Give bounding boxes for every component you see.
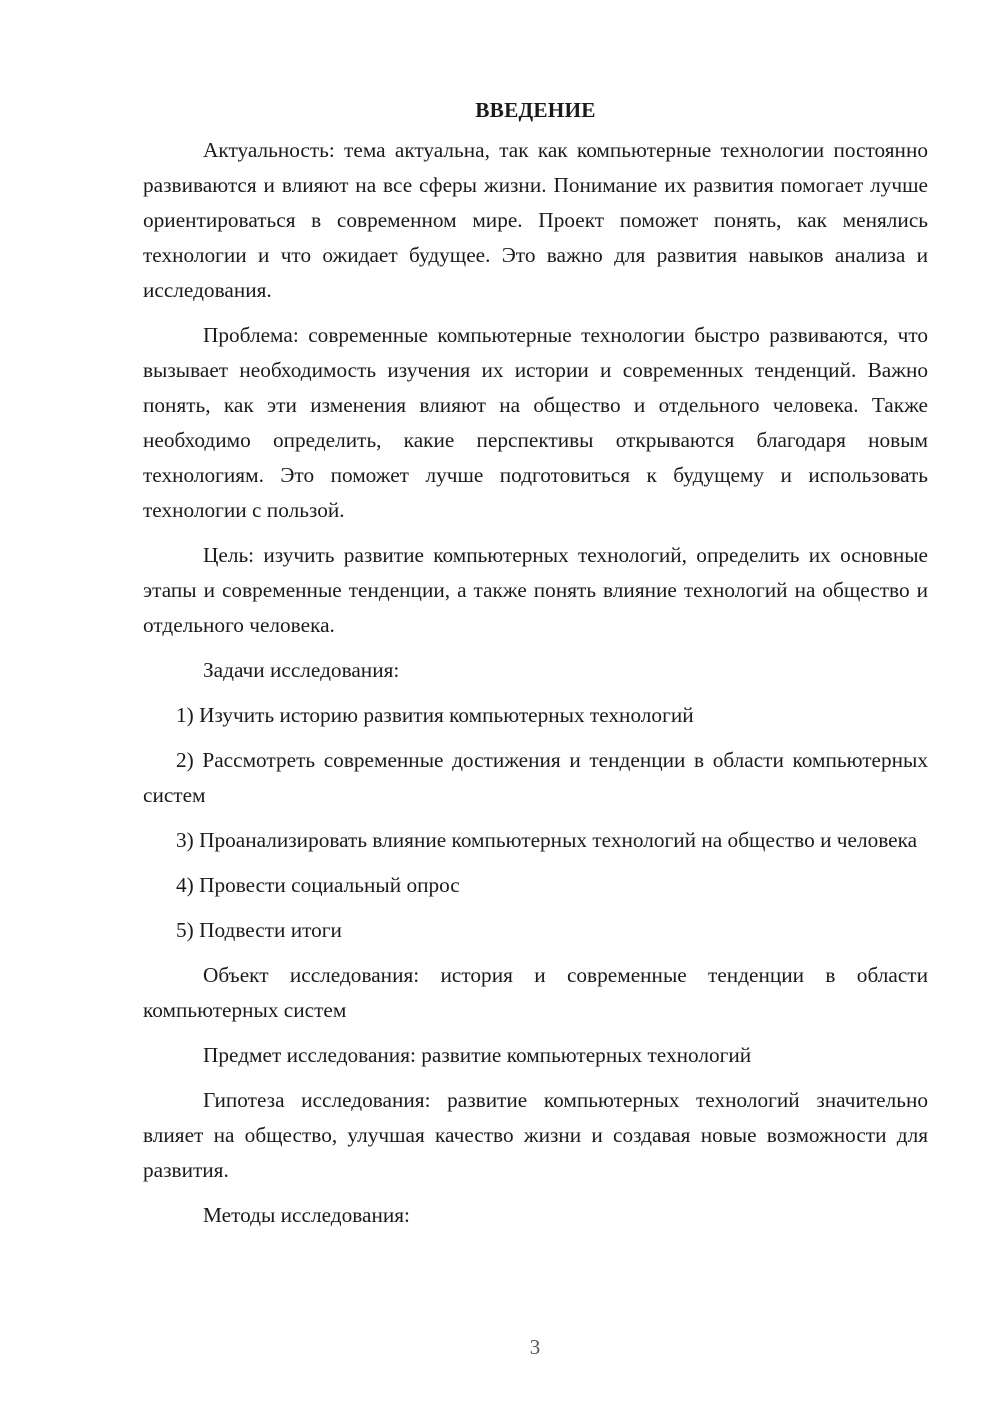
task-item-2: 2) Рассмотреть современные достижения и тенденции в области компьютерных систем [143,748,928,807]
object-paragraph: Объект исследования: история и современные тенденции в области компьютерных систем [143,963,928,1022]
goal-paragraph: Цель: изучить развитие компьютерных технологий, определить их основные этапы и современные тенденции, а также понять влияние технологий на общество и отдельного человека. [143,543,928,637]
problem-paragraph: Проблема: современные компьютерные технологии быстро развиваются, что вызывает необходимость изучения их истории и современных тенденций. Важно понять, как эти изменения влияют на общество и отдельного человека. Также необходимо определить, какие перспективы открываются благодаря новым технологиям. Это поможет лучше подготовиться к будущему и использовать технологии с пользой. [143,323,928,522]
page-number: 3 [529,1335,541,1359]
task-item-5: 5) Подвести итоги [176,918,342,942]
task-item-4: 4) Провести социальный опрос [176,873,460,897]
subject-paragraph: Предмет исследования: развитие компьютерных технологий [203,1043,752,1067]
task-item-3: 3) Проанализировать влияние компьютерных технологий на общество и человека [176,828,918,852]
page-content [143,93,928,1233]
hypothesis-paragraph: Гипотеза исследования: развитие компьютерных технологий значительно влияет на общество, улучшая качество жизни и создавая новые возможности для развития. [143,1088,928,1182]
tasks-title: Задачи исследования: [203,658,400,682]
methods-paragraph: Методы исследования: [203,1203,410,1227]
relevance-paragraph: Актуальность: тема актуальна, так как компьютерные технологии постоянно развиваются и влияют на все сферы жизни. Понимание их развития помогает лучше ориентироваться в современном мире. Проект поможет понять, как менялись технологии и что ожидает будущее. Это важно для развития навыков анализа и исследования. [143,138,928,302]
task-item-1: 1) Изучить историю развития компьютерных технологий [176,703,694,727]
section-heading: ВВЕДЕНИЕ [475,98,596,122]
